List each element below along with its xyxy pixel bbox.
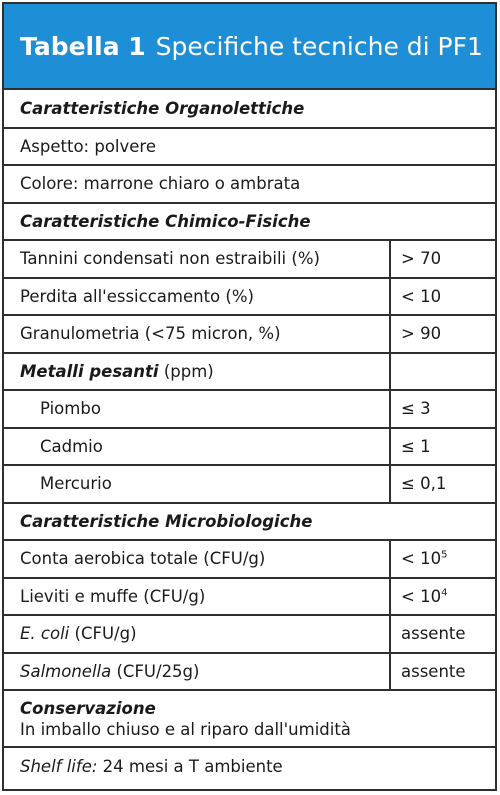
row-label bbox=[4, 615, 390, 653]
section-title: Caratteristiche Organolettiche bbox=[4, 90, 495, 128]
shelf-life-cell bbox=[4, 747, 495, 785]
row-value-empty bbox=[390, 353, 495, 391]
row-label: Lieviti e muffe (CFU/g) bbox=[4, 578, 390, 616]
section-chimico-fisiche bbox=[4, 203, 495, 241]
row-aspetto: Aspetto: polvere bbox=[4, 128, 495, 166]
row-label: Piombo bbox=[4, 390, 390, 428]
table-row bbox=[4, 653, 495, 691]
table-row bbox=[4, 353, 495, 391]
row-value: ≤ 1 bbox=[390, 428, 495, 466]
spec-table bbox=[4, 90, 495, 785]
row-label bbox=[4, 653, 390, 691]
section-title: Caratteristiche Microbiologiche bbox=[4, 503, 495, 541]
row-value: > 90 bbox=[390, 315, 495, 353]
table-row bbox=[4, 240, 495, 278]
row-value bbox=[390, 578, 495, 616]
spec-table-card bbox=[2, 2, 497, 791]
value-base: < 10 bbox=[401, 549, 442, 569]
salmonella-italic: Salmonella bbox=[20, 661, 112, 681]
row-value: ≤ 0,1 bbox=[390, 465, 495, 503]
row-label: Cadmio bbox=[4, 428, 390, 466]
row-value: < 10 bbox=[390, 278, 495, 316]
conservazione-title: Conservazione bbox=[20, 698, 156, 718]
row-label: Perdita all'essiccamento (%) bbox=[4, 278, 390, 316]
table-row bbox=[4, 615, 495, 653]
section-microbiologiche bbox=[4, 503, 495, 541]
table-row bbox=[4, 278, 495, 316]
value-base: < 10 bbox=[401, 586, 442, 606]
row-value: assente bbox=[390, 653, 495, 691]
metalli-label-unit: (ppm) bbox=[158, 361, 214, 381]
row-label: Mercurio bbox=[4, 465, 390, 503]
value-exponent: 4 bbox=[441, 587, 448, 599]
ecoli-italic: E. coli bbox=[20, 624, 70, 644]
table-row bbox=[4, 540, 495, 578]
row-label: Granulometria (<75 micron, %) bbox=[4, 315, 390, 353]
table-row bbox=[4, 128, 495, 166]
table-row bbox=[4, 465, 495, 503]
shelf-life-label: Shelf life: bbox=[20, 756, 98, 776]
row-colore: Colore: marrone chiaro o ambrata bbox=[4, 165, 495, 203]
row-value: assente bbox=[390, 615, 495, 653]
table-row bbox=[4, 165, 495, 203]
row-value bbox=[390, 540, 495, 578]
metalli-label-bold: Metalli pesanti bbox=[20, 361, 159, 381]
table-header bbox=[4, 4, 495, 90]
conservazione-text: In imballo chiuso e al riparo dall'umidità bbox=[20, 719, 351, 739]
table-row bbox=[4, 578, 495, 616]
shelf-life-text: 24 mesi a T ambiente bbox=[97, 756, 283, 776]
conservazione-row bbox=[4, 690, 495, 747]
row-value: > 70 bbox=[390, 240, 495, 278]
conservazione-cell bbox=[4, 690, 495, 747]
table-number: Tabella 1 bbox=[20, 31, 146, 61]
value-exponent: 5 bbox=[441, 549, 448, 561]
ecoli-unit: (CFU/g) bbox=[69, 624, 137, 644]
table-title: Specifiche tecniche di PF1 bbox=[155, 31, 483, 61]
salmonella-unit: (CFU/25g) bbox=[111, 661, 200, 681]
row-label: Conta aerobica totale (CFU/g) bbox=[4, 540, 390, 578]
shelf-life-row bbox=[4, 747, 495, 785]
row-label bbox=[4, 353, 390, 391]
section-title: Caratteristiche Chimico-Fisiche bbox=[4, 203, 495, 241]
table-row bbox=[4, 428, 495, 466]
row-label: Tannini condensati non estraibili (%) bbox=[4, 240, 390, 278]
row-value: ≤ 3 bbox=[390, 390, 495, 428]
section-organolettiche bbox=[4, 90, 495, 128]
table-row bbox=[4, 315, 495, 353]
table-row bbox=[4, 390, 495, 428]
